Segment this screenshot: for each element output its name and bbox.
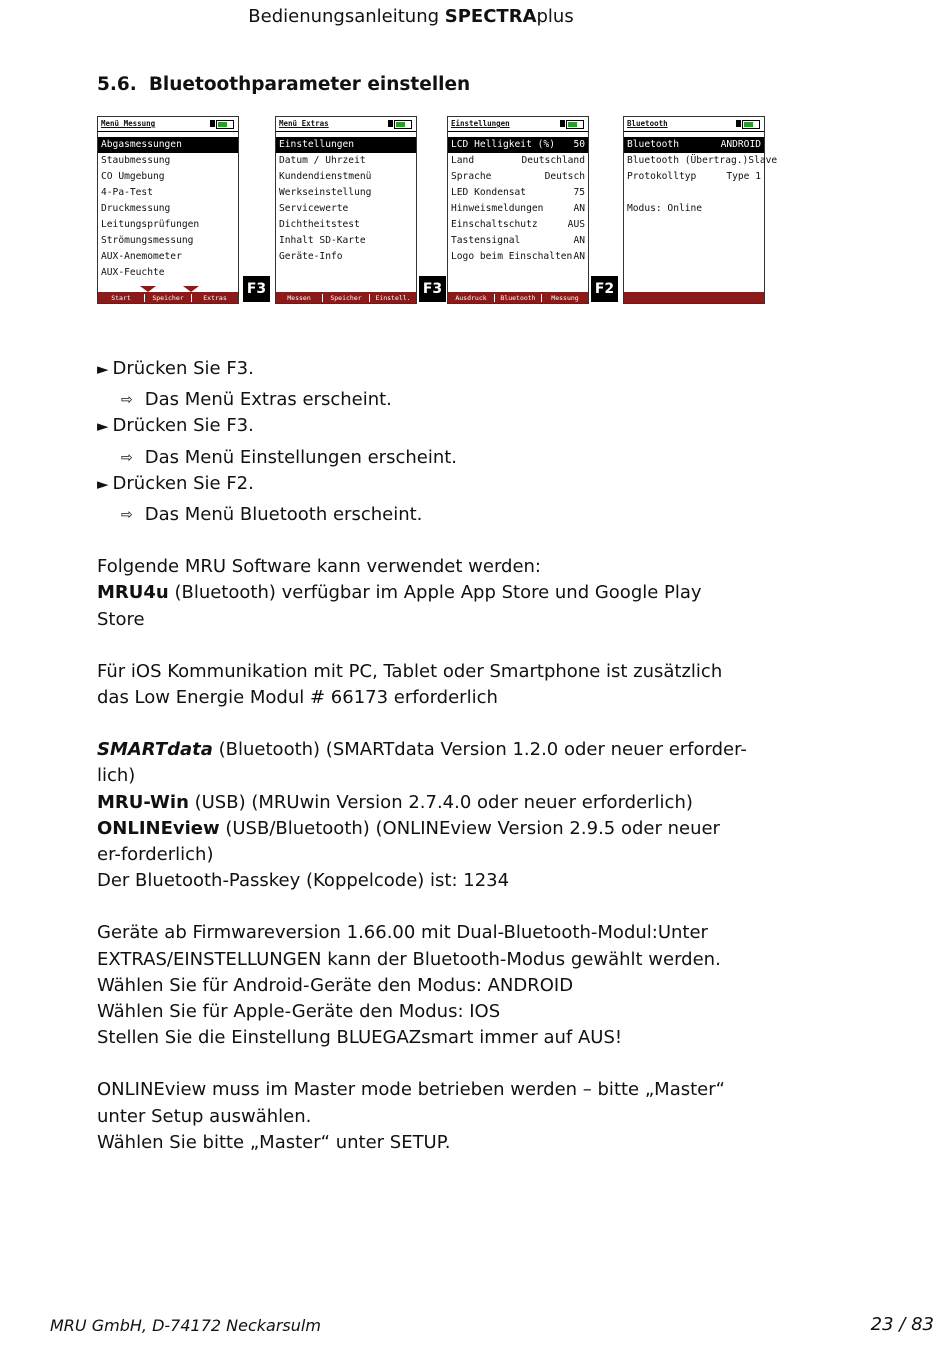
body-text — [97, 356, 747, 1156]
setting-row[interactable]: Bluetooth (Übertrag.) Slave — [627, 155, 778, 166]
battery-icon — [216, 120, 234, 129]
setting-row[interactable]: Logo beim Einschalten AN — [451, 251, 585, 262]
screen-menu-messung — [97, 116, 239, 304]
screen-title-bar — [276, 117, 416, 132]
fkey-label[interactable]: Start — [98, 294, 145, 302]
screen-menu-extras — [275, 116, 417, 304]
menu-item[interactable]: Leitungsprüfungen — [101, 219, 200, 230]
firmware-note: Geräte ab Firmwareversion 1.66.00 mit Dual-Bluetooth-Modul:Unter EXTRAS/EINSTELLUNGEN kann der Bluetooth-Modus gewählt werden. Wählen Sie für Android-Geräte den Modus: ANDROID Wählen Sie für Apple-Geräte den Modus: IOS Stellen Sie die Einstellung BLUEGAZsmart immer auf AUS! — [97, 922, 721, 1049]
menu-item[interactable]: AUX-Feuchte — [101, 267, 165, 278]
menu-item[interactable]: Einstellungen — [276, 137, 416, 153]
menu-item[interactable]: Abgasmessungen — [98, 137, 238, 153]
battery-icon — [394, 120, 412, 129]
fkey-label[interactable]: Einstell. — [375, 293, 411, 302]
bullet-triangle-icon: ► — [97, 474, 109, 493]
battery-icon — [742, 120, 760, 129]
f2-key-badge: F2 — [591, 276, 618, 302]
header-brand: SPECTRA — [444, 6, 537, 27]
setting-row[interactable]: Protokolltyp Type 1 — [627, 171, 761, 182]
software-list: SMARTdata (Bluetooth) (SMARTdata Version 1.2.0 oder neuer erforder-lich) MRU-Win (USB) (MRUwin Version 2.7.4.0 oder neuer erforderlich) ONLINEview (USB/Bluetooth) (ONLINEview Version 2.9.5 oder neuer er-forderlich) Der Bluetooth-Passkey (Koppelcode) ist: 1234 — [97, 737, 747, 894]
screen-title: Einstellungen — [451, 119, 510, 128]
software-name-mru4u: MRU4u — [97, 582, 169, 604]
result-1: ⇨ Das Menü Extras erscheint. — [97, 387, 747, 413]
screen-title-bar — [448, 117, 588, 132]
screen-title-bar — [98, 117, 238, 132]
battery-icon — [566, 120, 584, 129]
device-screens — [97, 116, 777, 304]
fkey-label[interactable]: Bluetooth — [495, 294, 542, 302]
screen-title: Menü Extras — [279, 119, 329, 128]
function-bar — [276, 292, 416, 303]
step-1: ► Drücken Sie F3. — [97, 356, 747, 382]
software-name-smartdata: SMARTdata — [97, 739, 213, 761]
menu-item[interactable]: Dichtheitstest — [279, 219, 360, 230]
page-header — [0, 6, 822, 27]
mode-status: Modus: Online — [627, 203, 703, 214]
function-bar — [448, 292, 588, 303]
setting-row[interactable]: LCD Helligkeit (%) 50 — [448, 137, 588, 153]
screen-title: Bluetooth — [627, 119, 668, 128]
menu-item[interactable]: AUX-Anemometer — [101, 251, 182, 262]
section-heading: Bluetoothparameter einstellen — [148, 74, 471, 95]
page-number: 23 / 83 — [870, 1314, 934, 1335]
result-arrow-icon: ⇨ — [121, 392, 133, 409]
header-brand-suffix: plus — [536, 6, 574, 27]
fkey-label[interactable]: Speicher — [323, 294, 370, 302]
menu-item[interactable]: 4-Pa-Test — [101, 187, 153, 198]
signal-icon — [560, 120, 565, 127]
step-2: ► Drücken Sie F3. — [97, 413, 747, 439]
step-3: ► Drücken Sie F2. — [97, 471, 747, 497]
online-note: ONLINEview muss im Master mode betrieben werden – bitte „Master“ unter Setup auswählen. Wählen Sie bitte „Master“ unter SETUP. — [97, 1079, 725, 1153]
screen-title: Menü Messung — [101, 119, 156, 128]
setting-row[interactable]: LED Kondensat 75 — [451, 187, 585, 198]
setting-row[interactable]: Bluetooth ANDROID — [624, 137, 764, 153]
fkey-label[interactable]: Ausdruck — [448, 294, 495, 302]
menu-item[interactable]: Servicewerte — [279, 203, 349, 214]
setting-row[interactable]: Sprache Deutsch — [451, 171, 585, 182]
menu-item[interactable]: Staubmessung — [101, 155, 171, 166]
menu-item[interactable]: Werkseinstellung — [279, 187, 372, 198]
section-number: 5.6. — [97, 74, 137, 95]
ios-note: Für iOS Kommunikation mit PC, Tablet oder Smartphone ist zusätzlich das Low Energie Modul # 66173 erforderlich — [97, 660, 723, 709]
setting-row[interactable]: Hinweismeldungen AN — [451, 203, 585, 214]
setting-row[interactable]: Tastensignal AN — [451, 235, 585, 246]
signal-icon — [388, 120, 393, 127]
menu-item[interactable]: Inhalt SD-Karte — [279, 235, 366, 246]
result-2: ⇨ Das Menü Einstellungen erscheint. — [97, 445, 747, 471]
function-bar — [624, 292, 764, 303]
fkey-label[interactable]: Extras — [203, 293, 227, 302]
screen-title-bar — [624, 117, 764, 132]
software-name-mruwin: MRU-Win — [97, 791, 189, 813]
footer-company: MRU GmbH, D-74172 Neckarsulm — [50, 1316, 321, 1335]
fkey-label[interactable]: Messung — [551, 293, 579, 302]
screen-bluetooth — [623, 116, 778, 304]
menu-item[interactable]: Strömungsmessung — [101, 235, 194, 246]
result-arrow-icon: ⇨ — [121, 507, 133, 524]
menu-item[interactable]: Datum / Uhrzeit — [279, 155, 366, 166]
passkey-text: Der Bluetooth-Passkey (Koppelcode) ist: 1234 — [97, 870, 510, 892]
bullet-triangle-icon: ► — [97, 417, 109, 436]
result-3: ⇨ Das Menü Bluetooth erscheint. — [97, 502, 747, 528]
spacer-row — [624, 185, 764, 201]
menu-item[interactable]: Geräte-Info — [279, 251, 343, 262]
setting-row[interactable]: Einschaltschutz AUS — [451, 219, 585, 230]
menu-item[interactable]: CO Umgebung — [101, 171, 165, 182]
fkey-label[interactable]: Messen — [276, 294, 323, 302]
software-intro: Folgende MRU Software kann verwendet werden: MRU4u (Bluetooth) verfügbar im Apple App Store und Google Play Store — [97, 556, 702, 630]
bullet-triangle-icon: ► — [97, 360, 109, 378]
f3-key-badge: F3 — [243, 276, 270, 302]
result-arrow-icon: ⇨ — [121, 449, 133, 466]
menu-item[interactable]: Kundendienstmenü — [279, 171, 372, 182]
setting-row[interactable]: Land Deutschland — [451, 155, 585, 166]
function-bar — [98, 292, 238, 303]
signal-icon — [736, 120, 741, 127]
signal-icon — [210, 120, 215, 127]
section-title — [97, 74, 470, 95]
menu-item[interactable]: Druckmessung — [101, 203, 171, 214]
screen-einstellungen — [447, 116, 589, 304]
software-name-onlineview: ONLINEview — [97, 817, 220, 839]
header-prefix: Bedienungsanleitung — [248, 6, 445, 27]
fkey-label[interactable]: Speicher — [145, 294, 192, 302]
f3-key-badge: F3 — [419, 276, 446, 302]
